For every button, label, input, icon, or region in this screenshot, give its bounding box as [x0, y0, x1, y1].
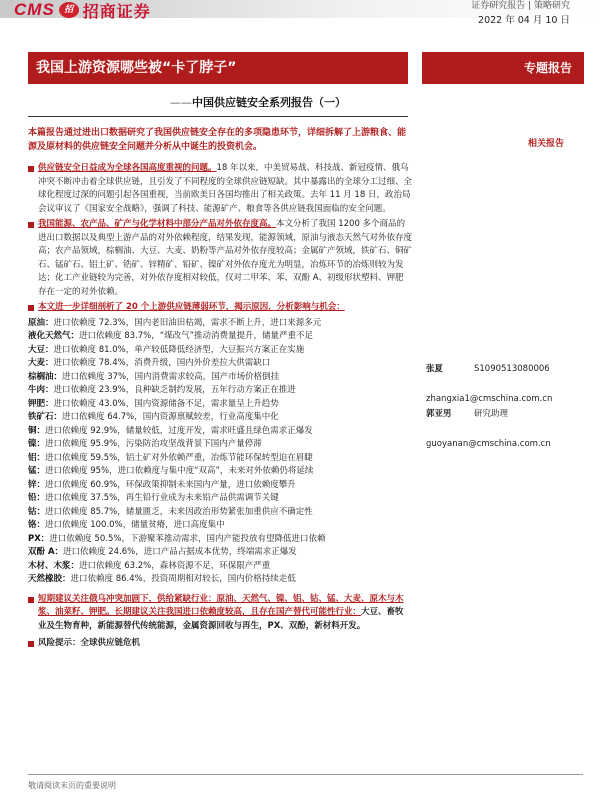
item-name: 大豆：: [28, 344, 54, 355]
risk-text: 全球供应链危机: [80, 638, 141, 648]
author-info: guoyanan@cmschina.com.cn: [426, 439, 551, 449]
bullet-square-icon: [28, 597, 34, 603]
item-text: 进口依赖度 43.0%，国内资源储备不足，需求量呈上升趋势: [53, 398, 279, 409]
footer-divider: [28, 774, 583, 775]
item-name: 钾肥：: [28, 398, 54, 409]
item-text: 进口依赖度 37.5%，再生铅行业成为未来铅产品供需调节关键: [45, 493, 279, 503]
author-row: [426, 407, 586, 422]
item-text: 进口依赖度 95.9%，污染防治攻坚战背景下国内产量停滞: [45, 439, 262, 449]
item-text: 进口依赖度 100.0%，储量贫瘠，进口高度集中: [45, 520, 225, 530]
list-item: [28, 519, 412, 533]
bullet-square-icon: [28, 305, 34, 311]
list-item: [28, 492, 412, 506]
list-item: [28, 357, 412, 371]
item-text: 进口依赖度 64.7%，国内资源禀赋较差，行业高度集中化: [62, 412, 279, 422]
item-name: 天然橡胶：: [28, 574, 71, 584]
list-item: [28, 465, 412, 479]
list-item: [28, 317, 412, 331]
item-text: 进口依赖度 50.5%，下游聚苯推动需求，国内产能投放有望降低进口依赖: [49, 533, 326, 544]
item-name: 铁矿石：: [28, 412, 63, 422]
list-intro: [28, 301, 412, 315]
item-name: 木材、木浆：: [28, 560, 80, 571]
related-reports-label: 相关报告: [528, 139, 565, 149]
list-item: [28, 452, 412, 466]
author-name: 郭亚男: [426, 409, 452, 419]
report-date: 2022 年 04 月 10 日: [478, 15, 570, 26]
logo-badge-icon: 招: [59, 2, 79, 18]
item-text: 进口依赖度 60.9%，环保政策抑制未来国内产量，进口依赖度攀升: [45, 479, 296, 490]
item-text: 进口依赖度 81.0%，单产较低降低经济型，大豆振兴方案正在实施: [53, 344, 305, 355]
list-intro-text: 本文进一步详细剖析了 20 个上游供应链薄弱环节，揭示原因，分析影响与机会：: [38, 302, 345, 312]
list-item: [28, 438, 412, 452]
item-text: 进口依赖度 23.9%，良种缺乏制约发展，五年行动方案正在推进: [53, 385, 296, 395]
item-name: 钴：: [28, 506, 46, 517]
item-text: 进口依赖度 78.4%，消费升级，国内外价差拉大供需缺口: [53, 358, 271, 368]
item-name: 锌：: [28, 479, 46, 490]
report-title: 我国上游资源哪些被“卡了脖子”: [28, 52, 408, 84]
paragraph-text: 本文分析了我国 1200 多个商品的进出口数据以及典型上游产品的对外依赖程度，结果发现，能源领域，原油与液态天然气对外依存度高；农产品领域，棕榈油、大豆、大麦、奶粉等产品对外依存度较高；金属矿产领域，铁矿石、铜矿石、锰矿石、铝土矿、锆矿、锌精矿、铅矿、镍矿对外依存度尤为明显，冶炼环节的冶炼则较为发达；化工产业链较为完善，对外依存度相对较低，仅对二甲苯、苯、双酚 A、初级形状塑料、钾肥存在一定的对外依赖。: [38, 219, 413, 297]
item-text: 进口依赖度 85.7%，储量匮乏，未来因政治形势紧张加重供应不确定性: [45, 506, 313, 517]
item-text: 进口依赖度 24.6%，进口产品占据成本优势，终端需求正爆发: [63, 547, 297, 557]
divider: [28, 116, 408, 117]
list-item: [28, 344, 412, 358]
report-type: 证券研究报告 | 策略研究: [471, 1, 570, 11]
list-item: [28, 573, 412, 587]
opportunity-lead: 短期建议关注俄乌冲突加剧下，供给紧缺行业：原油、天然气、镍、铝、钴、锰、大麦、原木与木浆、油菜籽、钾肥。长期建议关注我国进口依赖度较高，且存在国产替代可能性行业：: [38, 593, 404, 617]
item-name: 大麦：: [28, 358, 54, 368]
list-item: [28, 411, 412, 425]
bullet-square-icon: [28, 166, 34, 172]
author-row: [426, 362, 586, 377]
list-item: [28, 506, 412, 520]
weak-link-list: [28, 317, 412, 587]
author-name: 张夏: [426, 364, 444, 374]
opportunity-paragraph: [28, 593, 412, 634]
item-text: 进口依赖度 83.7%，“煤改气”推动消费量提升，储量严重不足: [79, 331, 314, 341]
author-row: [426, 377, 586, 407]
list-item: [28, 425, 412, 439]
paragraph-lead: 供应链安全日益成为全球各国高度重视的问题。: [38, 163, 217, 173]
item-name: PX：: [28, 533, 50, 544]
author-info: 研究助理: [474, 409, 509, 419]
list-item: [28, 479, 412, 493]
company-logo: [14, 0, 151, 20]
bullet-square-icon: [28, 641, 34, 647]
item-name: 铅：: [28, 493, 46, 503]
footer-note: 敬请阅读末页的重要说明: [28, 781, 116, 790]
item-name: 棕榈油：: [28, 371, 63, 382]
paragraph-1: [28, 162, 412, 216]
item-name: 铬：: [28, 520, 46, 530]
item-text: 进口依赖度 86.4%，投资周期相对较长，国内价格持续走低: [70, 574, 296, 584]
item-name: 双酚 A：: [28, 547, 64, 557]
item-text: 进口依赖度 95%，进口依赖度与集中度“双高”，未来对外依赖仍将延续: [45, 466, 314, 476]
item-text: 进口依赖度 92.9%，储量较低，过度开发，需求旺盛且绿色需求正爆发: [45, 425, 313, 436]
logo-cn: 招商证券: [82, 1, 151, 21]
risk-paragraph: [28, 637, 412, 651]
item-name: 铝：: [28, 452, 46, 463]
item-name: 锰：: [28, 466, 46, 476]
author-info: zhangxia1@cmschina.com.cn: [426, 394, 553, 404]
item-text: 进口依赖度 59.5%，铝土矿对外依赖严重，冶炼节能环保转型迫在眉睫: [45, 452, 313, 463]
item-name: 原油：: [28, 317, 54, 328]
logo-en: CMS: [14, 0, 55, 19]
list-item: [28, 330, 412, 344]
list-item: [28, 384, 412, 398]
side-title: 专题报告: [422, 52, 584, 84]
item-text: 进口依赖度 37%，国内消费需求较高，国产市场价格倒挂: [62, 371, 280, 382]
list-item: [28, 533, 412, 547]
author-info: S1090513080006: [474, 364, 550, 374]
item-text: 进口依赖度 63.2%，森林资源不足，环保限产严重: [79, 560, 271, 571]
paragraph-lead: 我国能源、农产品、矿产与化学材料中部分产品对外依存度高。: [38, 219, 277, 229]
item-name: 铜：: [28, 425, 46, 436]
subtitle-text: 中国供应链安全系列报告（一）: [192, 96, 346, 109]
subtitle: [170, 94, 346, 110]
item-name: 牛肉：: [28, 385, 54, 395]
list-item: [28, 546, 412, 560]
author-panel: [426, 362, 586, 452]
list-item: [28, 371, 412, 385]
subtitle-dash: ——: [170, 96, 192, 109]
item-name: 镍：: [28, 439, 46, 449]
risk-lead: 风险提示：: [38, 638, 81, 648]
paragraph-2: [28, 218, 412, 299]
abstract: 本篇报告通过进出口数据研究了我国供应链安全存在的多项隐患环节，详细拆解了上游粮食、能源及原材料的供应链安全问题并分析从中诞生的投资机会。: [28, 128, 407, 152]
author-row: [426, 422, 586, 452]
list-item: [28, 560, 412, 574]
item-name: 液化天然气：: [28, 331, 80, 341]
paragraph-text: 18 年以来，中美贸易战、科技战、新冠疫情、俄乌冲突不断冲击着全球供应链，且引发了不同程度的全球供应链短缺。其中暴露出的全球分工过细、全球化程度过深的问题引起各国重视，当前欧美日各国均推出了相关政策。去年 11 月 18 日，政治局会议审议了《国家安全战略》，强调了科技、能源矿产、粮食等各供应链我国面临的安全问题。: [38, 163, 413, 214]
bullet-square-icon: [28, 222, 34, 228]
list-item: [28, 398, 412, 412]
opportunity-tail: 大豆、畜牧业及生物育种，新能源替代传统能源，金属资源回收与再生，PX、双酚，新材料开发。: [38, 607, 404, 631]
main-content: [28, 162, 412, 653]
page-header: [0, 0, 600, 44]
item-text: 进口依赖度 72.3%，国内老旧油田枯竭，需求不断上升，进口来源多元: [53, 317, 322, 328]
